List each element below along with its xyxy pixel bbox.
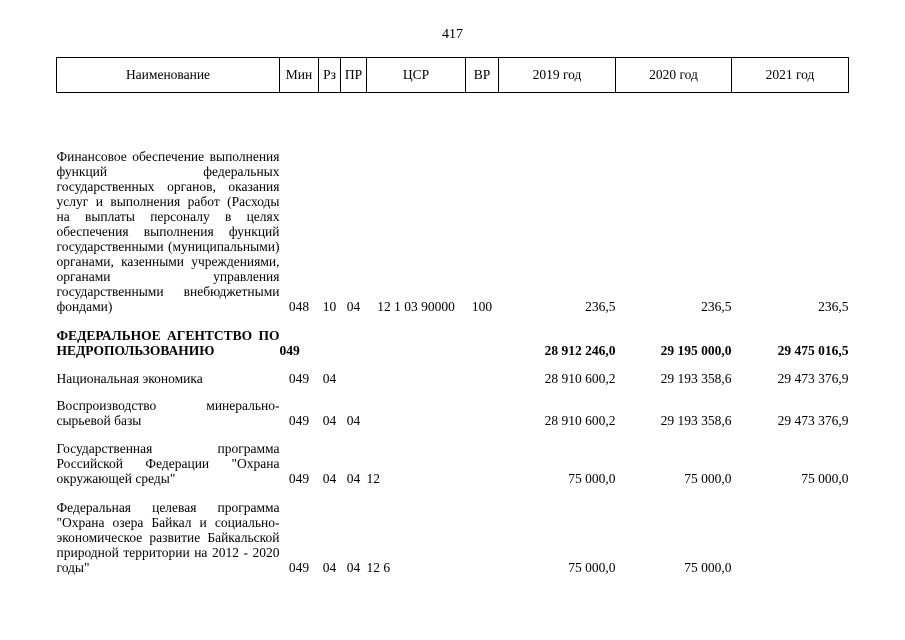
header-pr: ПР <box>341 58 367 93</box>
row-csr: 12 1 03 90000 <box>377 298 455 314</box>
header-vr: ВР <box>466 58 499 93</box>
budget-table <box>56 57 849 575</box>
row-vr <box>466 386 499 428</box>
row-min: 049 <box>288 470 310 486</box>
row-csr <box>367 358 466 386</box>
table-row <box>57 93 849 314</box>
table-row <box>57 486 849 575</box>
row-2021 <box>732 486 849 575</box>
header-min: Мин <box>280 58 319 93</box>
header-2019: 2019 год <box>499 58 616 93</box>
row-pr: 04 <box>346 470 361 486</box>
row-2019: 75 000,0 <box>568 470 616 486</box>
row-pr: 04 <box>346 298 361 314</box>
table-row <box>57 386 849 428</box>
row-name: Национальная экономика <box>56 370 203 386</box>
row-2021: 29 475 016,5 <box>777 342 849 358</box>
row-csr <box>367 386 466 428</box>
page-number: 417 <box>442 27 463 42</box>
row-2021: 236,5 <box>818 298 849 314</box>
row-name: Воспроизводство минерально-сырьевой базы <box>56 397 280 428</box>
row-2019: 28 910 600,2 <box>544 412 616 428</box>
header-2020: 2020 год <box>616 58 732 93</box>
row-vr <box>466 314 499 358</box>
row-min: 049 <box>288 412 310 428</box>
header-2021: 2021 год <box>732 58 849 93</box>
row-name: ФЕДЕРАЛЬНОЕ АГЕНТСТВО ПО НЕДРОПОЛЬЗОВАНИЮ <box>56 327 280 358</box>
header-rz: Рз <box>319 58 341 93</box>
table-row <box>57 314 849 358</box>
header-name: Наименование <box>57 58 280 93</box>
row-vr: 100 <box>471 298 493 314</box>
row-vr <box>466 358 499 386</box>
row-2019: 28 912 246,0 <box>544 342 616 358</box>
row-vr <box>466 486 499 575</box>
row-2019: 28 910 600,2 <box>544 370 616 386</box>
row-min: 049 <box>288 559 310 575</box>
row-2020: 75 000,0 <box>684 559 732 575</box>
table-header-row <box>57 58 849 93</box>
row-rz: 10 <box>322 298 337 314</box>
row-2020: 29 195 000,0 <box>660 342 732 358</box>
row-2019: 75 000,0 <box>568 559 616 575</box>
row-csr <box>367 314 466 358</box>
row-rz: 04 <box>322 559 337 575</box>
row-2020: 29 193 358,6 <box>660 412 732 428</box>
row-csr: 12 6 <box>366 559 391 575</box>
row-2020: 236,5 <box>701 298 732 314</box>
row-min: 049 <box>288 370 310 386</box>
row-2021: 29 473 376,9 <box>777 412 849 428</box>
table-row <box>57 428 849 486</box>
row-vr <box>466 428 499 486</box>
row-csr: 12 <box>366 470 380 486</box>
row-2020: 75 000,0 <box>684 470 732 486</box>
row-name: Финансовое обеспечение выполнения функций федеральных государственных органов, оказания услуг и выполнения работ (Расходы на выплаты персоналу в целях обеспечения выполнения функций государственными (муниципальными) органами, казенными учреждениями, органами управления государственными внебюджетными фондами) <box>56 148 280 314</box>
row-rz <box>319 314 341 358</box>
header-csr: ЦСР <box>367 58 466 93</box>
row-2020: 29 193 358,6 <box>660 370 732 386</box>
row-pr <box>341 314 367 358</box>
row-name: Федеральная целевая программа "Охрана озера Байкал и социально-экономическое развитие Байкальской природной территории на 2012 - 2020 годы" <box>56 499 280 575</box>
row-rz: 04 <box>322 412 337 428</box>
row-2021: 29 473 376,9 <box>777 370 849 386</box>
row-2019: 236,5 <box>585 298 616 314</box>
row-min: 049 <box>279 342 300 358</box>
row-rz: 04 <box>322 470 337 486</box>
row-rz: 04 <box>322 370 337 386</box>
table-row <box>57 358 849 386</box>
row-min: 048 <box>288 298 310 314</box>
row-pr <box>341 358 367 386</box>
row-name: Государственная программа Российской Федерации "Охрана окружающей среды" <box>56 440 280 486</box>
row-pr: 04 <box>346 412 361 428</box>
row-2021: 75 000,0 <box>801 470 849 486</box>
row-pr: 04 <box>346 559 361 575</box>
